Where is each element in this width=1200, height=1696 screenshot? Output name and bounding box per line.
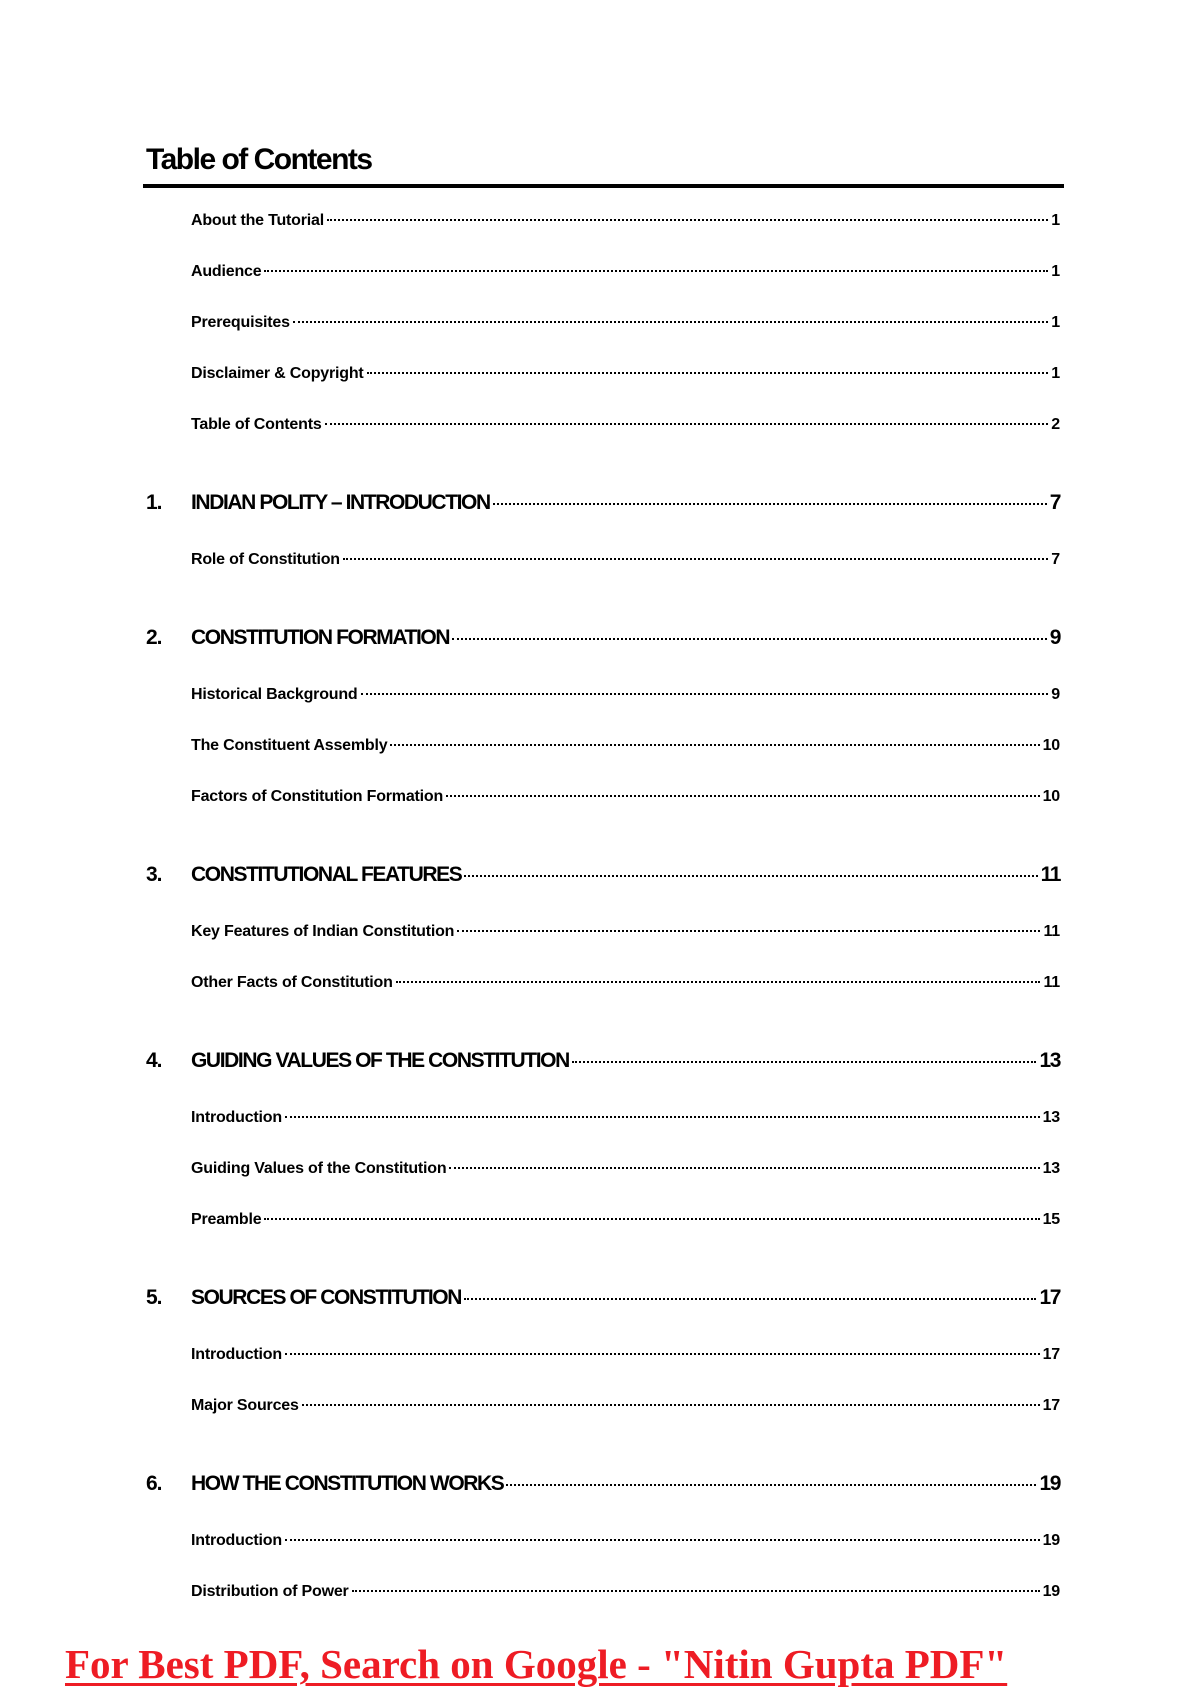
toc-section-link[interactable] <box>191 1583 1060 1601</box>
toc-page-number: 1 <box>1051 263 1060 280</box>
toc-section-link[interactable] <box>191 1532 1060 1550</box>
toc-section-link[interactable] <box>191 1160 1060 1178</box>
toc-chapter-link[interactable] <box>191 1049 1060 1073</box>
toc-section-link[interactable] <box>191 1109 1060 1127</box>
toc-page-number: 13 <box>1042 1109 1060 1126</box>
dot-leader <box>343 558 1048 560</box>
toc-chapter-row <box>146 1270 1060 1329</box>
toc-entry-label: Distribution of Power <box>191 1583 349 1600</box>
toc-entry-label: CONSTITUTION FORMATION <box>191 626 450 649</box>
dot-leader <box>325 423 1049 425</box>
toc-page-number: 19 <box>1042 1583 1060 1600</box>
toc-section-link[interactable] <box>191 551 1060 569</box>
toc-page-number: 2 <box>1051 416 1060 433</box>
toc-chapter-link[interactable] <box>191 1286 1060 1310</box>
toc-page-number: 7 <box>1049 491 1060 514</box>
toc-chapter-row <box>146 475 1060 534</box>
toc-entry-label: SOURCES OF CONSTITUTION <box>191 1286 461 1309</box>
toc-page-number: 11 <box>1040 863 1060 886</box>
toc-entry-label: Factors of Constitution Formation <box>191 788 444 805</box>
toc-page-number: 7 <box>1051 551 1060 568</box>
dot-leader <box>352 1590 1040 1592</box>
toc-section-link[interactable] <box>191 1346 1060 1364</box>
toc-front-matter-link[interactable] <box>191 212 1060 230</box>
toc-chapter-row <box>146 1033 1060 1092</box>
toc-entry-label: Guiding Values of the Constitution <box>191 1160 447 1177</box>
toc-entry-label: About the Tutorial <box>191 212 324 229</box>
toc-chapter-row <box>146 610 1060 669</box>
toc-page-number: 13 <box>1039 1049 1060 1072</box>
dot-leader <box>293 321 1049 323</box>
toc-section-row <box>146 534 1060 585</box>
toc-front-matter-link[interactable] <box>191 365 1060 383</box>
toc-section-row <box>146 1329 1060 1380</box>
dot-leader <box>464 1298 1036 1300</box>
toc-front-matter-row <box>146 348 1060 399</box>
dot-leader <box>285 1116 1040 1118</box>
toc-entry-label: Disclaimer & Copyright <box>191 365 364 382</box>
chapter-number: 6. <box>146 1472 162 1495</box>
toc-front-matter-link[interactable] <box>191 263 1060 281</box>
toc-section-row <box>146 1194 1060 1245</box>
table-of-contents <box>146 195 1060 1617</box>
dot-leader <box>396 981 1041 983</box>
toc-section-row <box>146 771 1060 822</box>
toc-front-matter-row <box>146 195 1060 246</box>
chapter-number: 4. <box>146 1049 162 1072</box>
toc-section-link[interactable] <box>191 1397 1060 1415</box>
toc-page-number: 1 <box>1051 212 1060 229</box>
dot-leader <box>452 638 1047 640</box>
toc-front-matter-row <box>146 399 1060 450</box>
toc-page-number: 9 <box>1051 686 1060 703</box>
toc-page-number: 17 <box>1039 1286 1060 1309</box>
toc-page-number: 17 <box>1042 1346 1060 1363</box>
toc-section-link[interactable] <box>191 923 1060 941</box>
toc-page-number: 19 <box>1042 1532 1060 1549</box>
toc-front-matter-link[interactable] <box>191 314 1060 332</box>
toc-entry-label: CONSTITUTIONAL FEATURES <box>191 863 462 886</box>
toc-chapter-link[interactable] <box>191 626 1060 650</box>
toc-front-matter-link[interactable] <box>191 416 1060 434</box>
chapter-number: 1. <box>146 491 162 514</box>
toc-section-row <box>146 1566 1060 1617</box>
dot-leader <box>572 1061 1037 1063</box>
toc-section-row <box>146 957 1060 1008</box>
chapter-number: 2. <box>146 626 162 649</box>
dot-leader <box>493 503 1047 505</box>
toc-page-number: 1 <box>1051 365 1060 382</box>
chapter-number: 5. <box>146 1286 162 1309</box>
toc-section-link[interactable] <box>191 686 1060 704</box>
toc-entry-label: GUIDING VALUES OF THE CONSTITUTION <box>191 1049 569 1072</box>
dot-leader <box>390 744 1039 746</box>
toc-page-number: 19 <box>1039 1472 1060 1495</box>
toc-entry-label: Audience <box>191 263 262 280</box>
dot-leader <box>264 270 1048 272</box>
dot-leader <box>327 219 1048 221</box>
dot-leader <box>302 1404 1040 1406</box>
toc-front-matter-row <box>146 297 1060 348</box>
toc-section-link[interactable] <box>191 737 1060 755</box>
toc-entry-label: INDIAN POLITY – INTRODUCTION <box>191 491 490 514</box>
toc-section-link[interactable] <box>191 974 1060 992</box>
toc-entry-label: Introduction <box>191 1532 282 1549</box>
toc-section-row <box>146 1515 1060 1566</box>
toc-entry-label: Table of Contents <box>191 416 322 433</box>
toc-entry-label: Prerequisites <box>191 314 290 331</box>
toc-chapter-link[interactable] <box>191 1472 1060 1496</box>
toc-page-number: 10 <box>1042 737 1060 754</box>
toc-entry-label: Introduction <box>191 1346 282 1363</box>
toc-chapter-link[interactable] <box>191 491 1060 515</box>
dot-leader <box>449 1167 1039 1169</box>
toc-entry-label: Other Facts of Constitution <box>191 974 393 991</box>
toc-entry-label: HOW THE CONSTITUTION WORKS <box>191 1472 504 1495</box>
toc-entry-label: The Constituent Assembly <box>191 737 388 754</box>
toc-page-number: 11 <box>1043 974 1060 991</box>
toc-section-row <box>146 720 1060 771</box>
toc-page-number: 9 <box>1049 626 1060 649</box>
toc-page-number: 15 <box>1042 1211 1060 1228</box>
toc-entry-label: Role of Constitution <box>191 551 340 568</box>
toc-section-row <box>146 1380 1060 1431</box>
dot-leader <box>446 795 1040 797</box>
page-title: Table of Contents <box>146 143 372 176</box>
dot-leader <box>264 1218 1039 1220</box>
chapter-number: 3. <box>146 863 162 886</box>
toc-front-matter-row <box>146 246 1060 297</box>
toc-chapter-row <box>146 1456 1060 1515</box>
toc-page-number: 11 <box>1043 923 1060 940</box>
toc-entry-label: Major Sources <box>191 1397 299 1414</box>
toc-section-row <box>146 1143 1060 1194</box>
dot-leader <box>464 875 1037 877</box>
dot-leader <box>506 1484 1036 1486</box>
dot-leader <box>285 1539 1040 1541</box>
toc-page-number: 17 <box>1042 1397 1060 1414</box>
toc-entry-label: Preamble <box>191 1211 262 1228</box>
toc-chapter-row <box>146 847 1060 906</box>
toc-page-number: 1 <box>1051 314 1060 331</box>
toc-page-number: 10 <box>1042 788 1060 805</box>
toc-section-row <box>146 669 1060 720</box>
dot-leader <box>367 372 1049 374</box>
dot-leader <box>285 1353 1040 1355</box>
toc-entry-label: Introduction <box>191 1109 282 1126</box>
toc-section-row <box>146 1092 1060 1143</box>
title-divider <box>143 184 1064 188</box>
toc-section-link[interactable] <box>191 788 1060 806</box>
footer-promo-banner[interactable]: For Best PDF, Search on Google - "Nitin Gupta PDF" <box>65 1641 1008 1687</box>
toc-section-link[interactable] <box>191 1211 1060 1229</box>
toc-entry-label: Historical Background <box>191 686 358 703</box>
toc-section-row <box>146 906 1060 957</box>
toc-chapter-link[interactable] <box>191 863 1060 887</box>
dot-leader <box>361 693 1049 695</box>
toc-page-number: 13 <box>1042 1160 1060 1177</box>
toc-entry-label: Key Features of Indian Constitution <box>191 923 455 940</box>
dot-leader <box>457 930 1040 932</box>
